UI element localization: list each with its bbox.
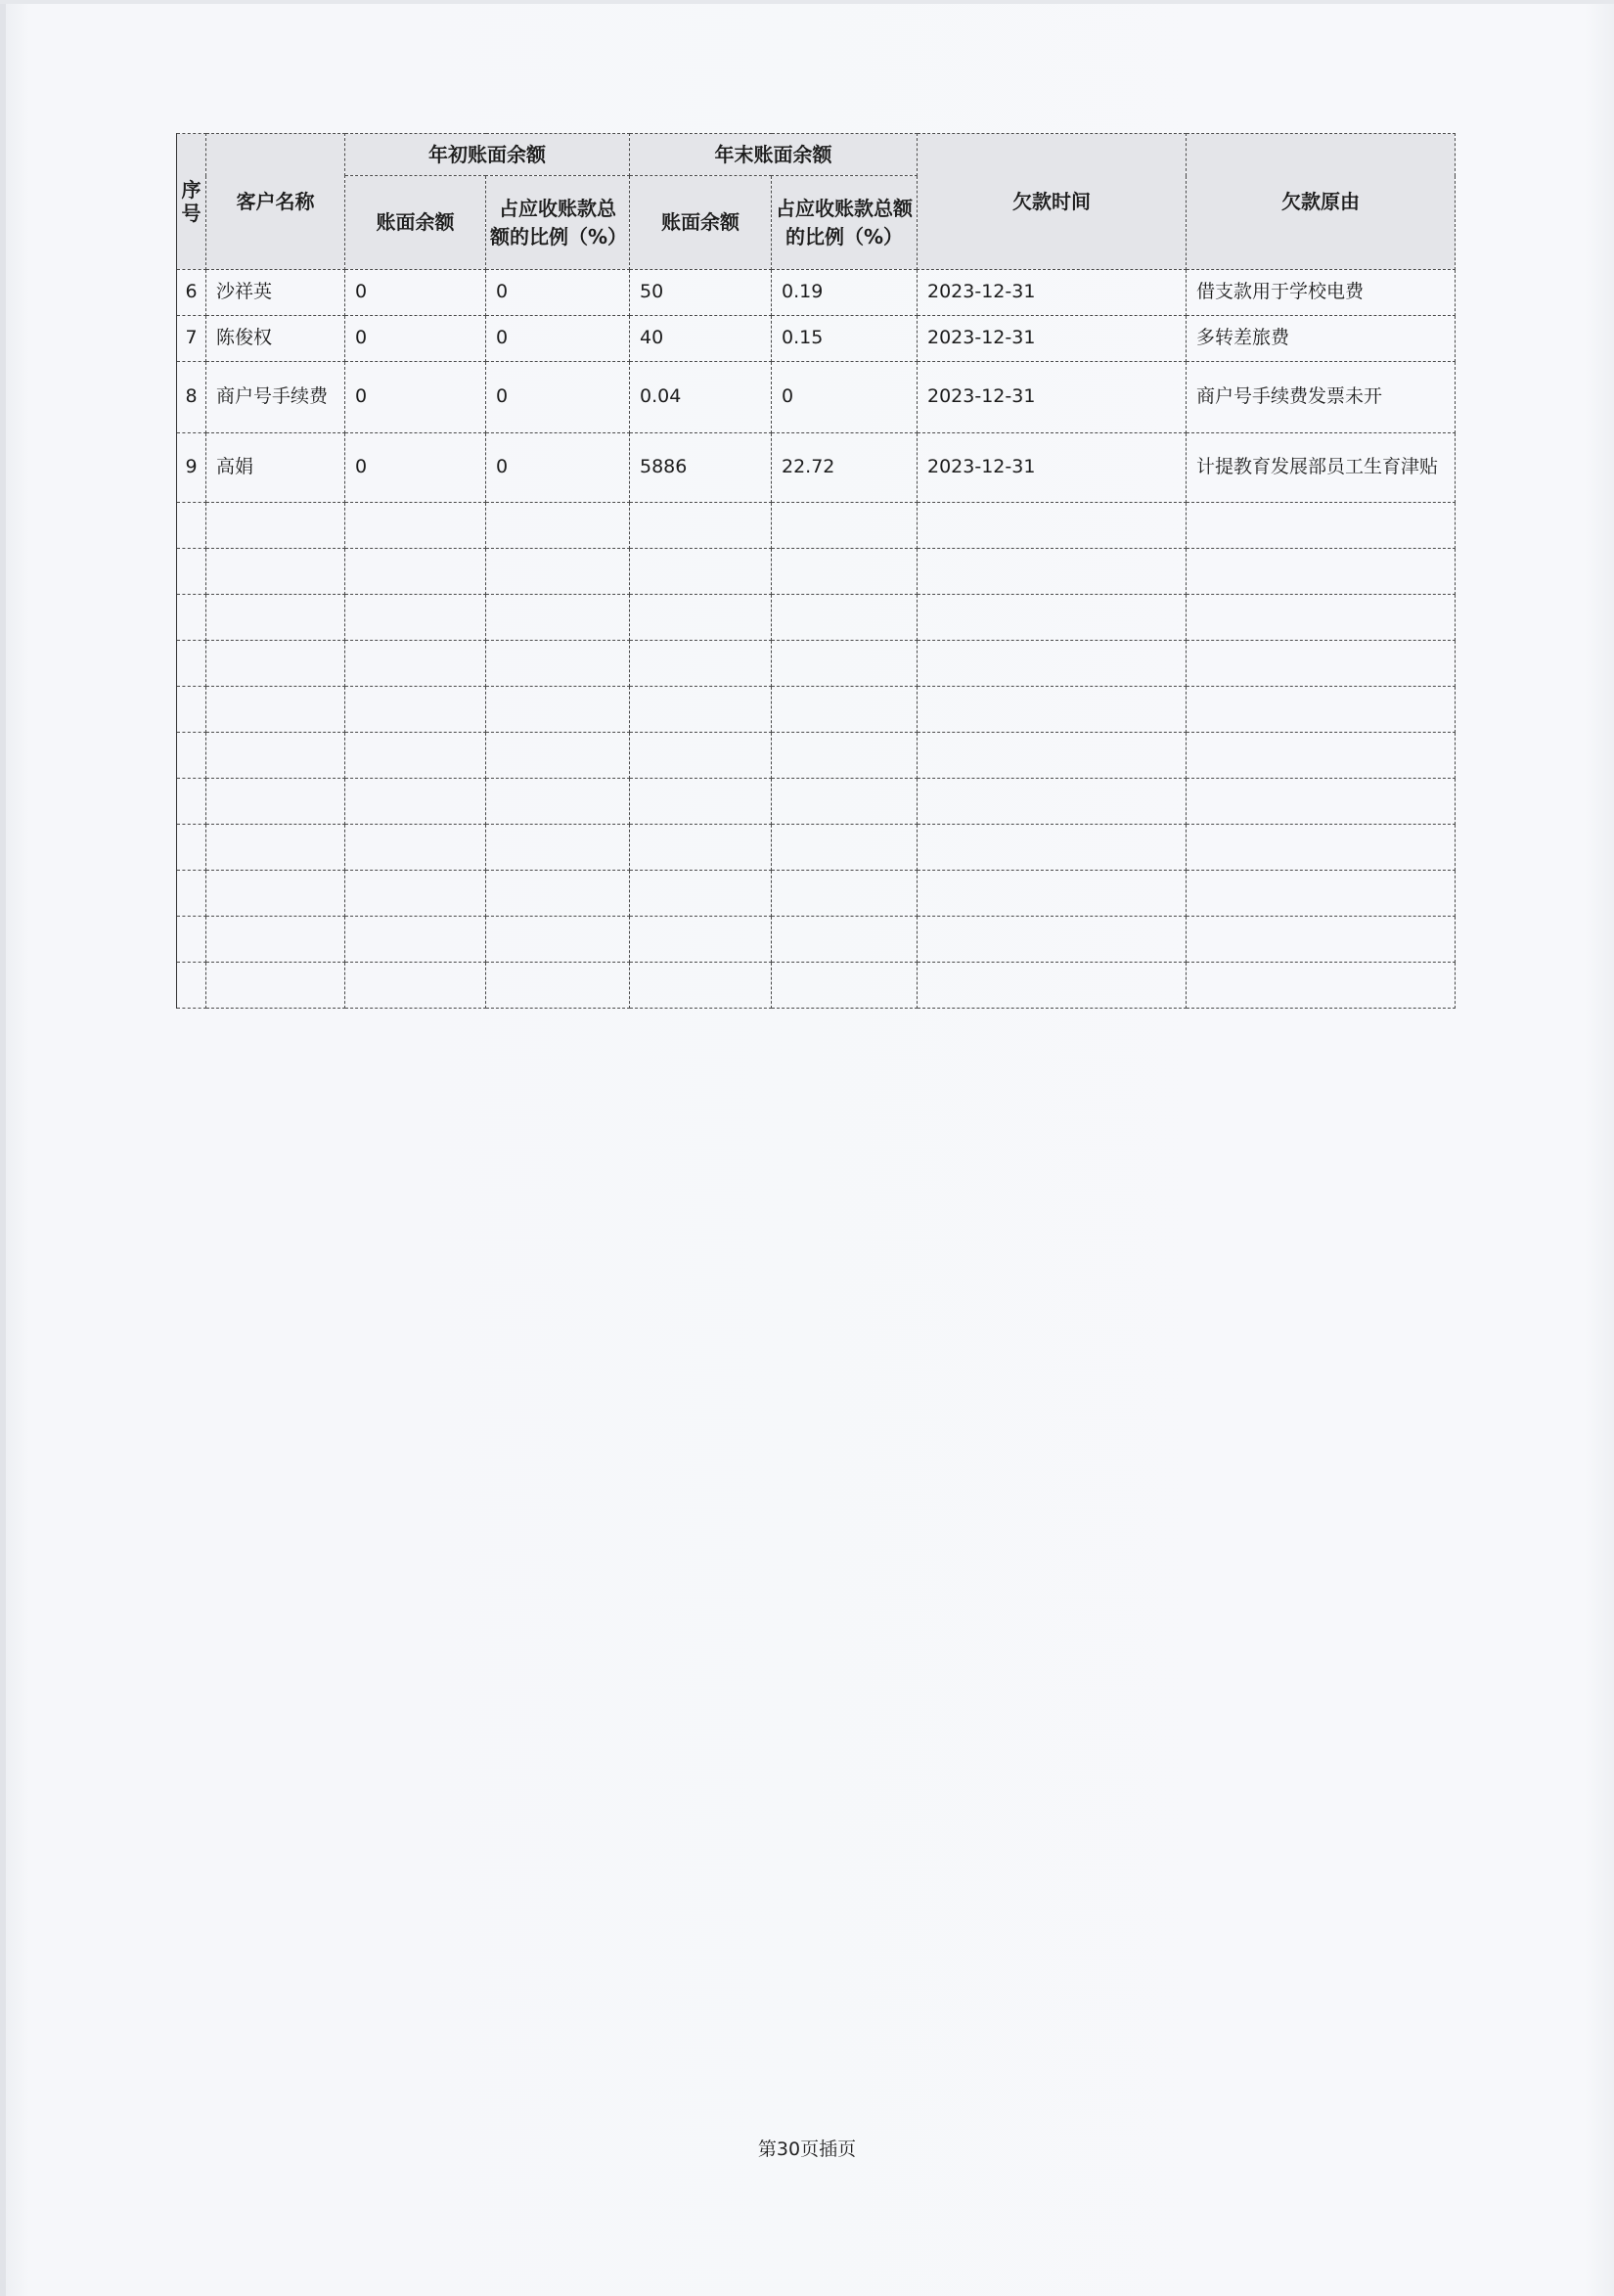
empty-row — [177, 871, 1456, 917]
row-end-ratio: 22.72 — [772, 433, 918, 503]
header-customer: 客户名称 — [206, 134, 345, 270]
header-end-group: 年末账面余额 — [630, 134, 918, 176]
header-reason: 欠款原由 — [1187, 134, 1456, 270]
scan-edge-top — [0, 0, 1614, 4]
header-time: 欠款时间 — [918, 134, 1187, 270]
table-row — [177, 362, 1456, 433]
row-index: 8 — [177, 362, 206, 433]
row-reason: 商户号手续费发票未开 — [1187, 362, 1456, 433]
row-reason: 多转差旅费 — [1187, 316, 1456, 362]
table-row — [177, 316, 1456, 362]
header-begin-group: 年初账面余额 — [345, 134, 630, 176]
receivables-table — [176, 133, 1456, 1009]
row-begin-ratio: 0 — [486, 316, 630, 362]
empty-row — [177, 963, 1456, 1009]
table-row — [177, 433, 1456, 503]
page-footer-note: 第30页插页 — [757, 2138, 857, 2160]
row-index: 7 — [177, 316, 206, 362]
row-time: 2023-12-31 — [918, 316, 1187, 362]
row-customer: 商户号手续费 — [206, 362, 345, 433]
row-begin-balance: 0 — [345, 270, 486, 316]
row-end-ratio: 0.15 — [772, 316, 918, 362]
row-reason: 计提教育发展部员工生育津贴 — [1187, 433, 1456, 503]
row-customer: 沙祥英 — [206, 270, 345, 316]
header-begin-balance: 账面余额 — [345, 176, 486, 270]
row-end-balance: 0.04 — [630, 362, 772, 433]
header-index: 序号 — [177, 134, 206, 270]
row-begin-ratio: 0 — [486, 362, 630, 433]
row-begin-balance: 0 — [345, 433, 486, 503]
empty-row — [177, 549, 1456, 595]
row-end-ratio: 0 — [772, 362, 918, 433]
scan-edge-left — [0, 0, 6, 2296]
empty-row — [177, 595, 1456, 641]
row-customer: 高娟 — [206, 433, 345, 503]
header-end-balance: 账面余额 — [630, 176, 772, 270]
empty-row — [177, 733, 1456, 779]
empty-row — [177, 917, 1456, 963]
empty-row — [177, 825, 1456, 871]
header-end-ratio: 占应收账款总额的比例（%） — [772, 176, 918, 270]
row-end-ratio: 0.19 — [772, 270, 918, 316]
empty-row — [177, 641, 1456, 687]
row-begin-ratio: 0 — [486, 270, 630, 316]
row-index: 6 — [177, 270, 206, 316]
empty-row — [177, 687, 1456, 733]
row-time: 2023-12-31 — [918, 270, 1187, 316]
row-customer: 陈俊权 — [206, 316, 345, 362]
row-begin-ratio: 0 — [486, 433, 630, 503]
empty-row — [177, 779, 1456, 825]
row-end-balance: 50 — [630, 270, 772, 316]
row-time: 2023-12-31 — [918, 362, 1187, 433]
empty-row — [177, 503, 1456, 549]
row-index: 9 — [177, 433, 206, 503]
row-begin-balance: 0 — [345, 316, 486, 362]
row-time: 2023-12-31 — [918, 433, 1187, 503]
header-begin-ratio: 占应收账款总额的比例（%） — [486, 176, 630, 270]
row-end-balance: 5886 — [630, 433, 772, 503]
header-row-1 — [177, 134, 1456, 176]
row-begin-balance: 0 — [345, 362, 486, 433]
row-end-balance: 40 — [630, 316, 772, 362]
table-row — [177, 270, 1456, 316]
row-reason: 借支款用于学校电费 — [1187, 270, 1456, 316]
